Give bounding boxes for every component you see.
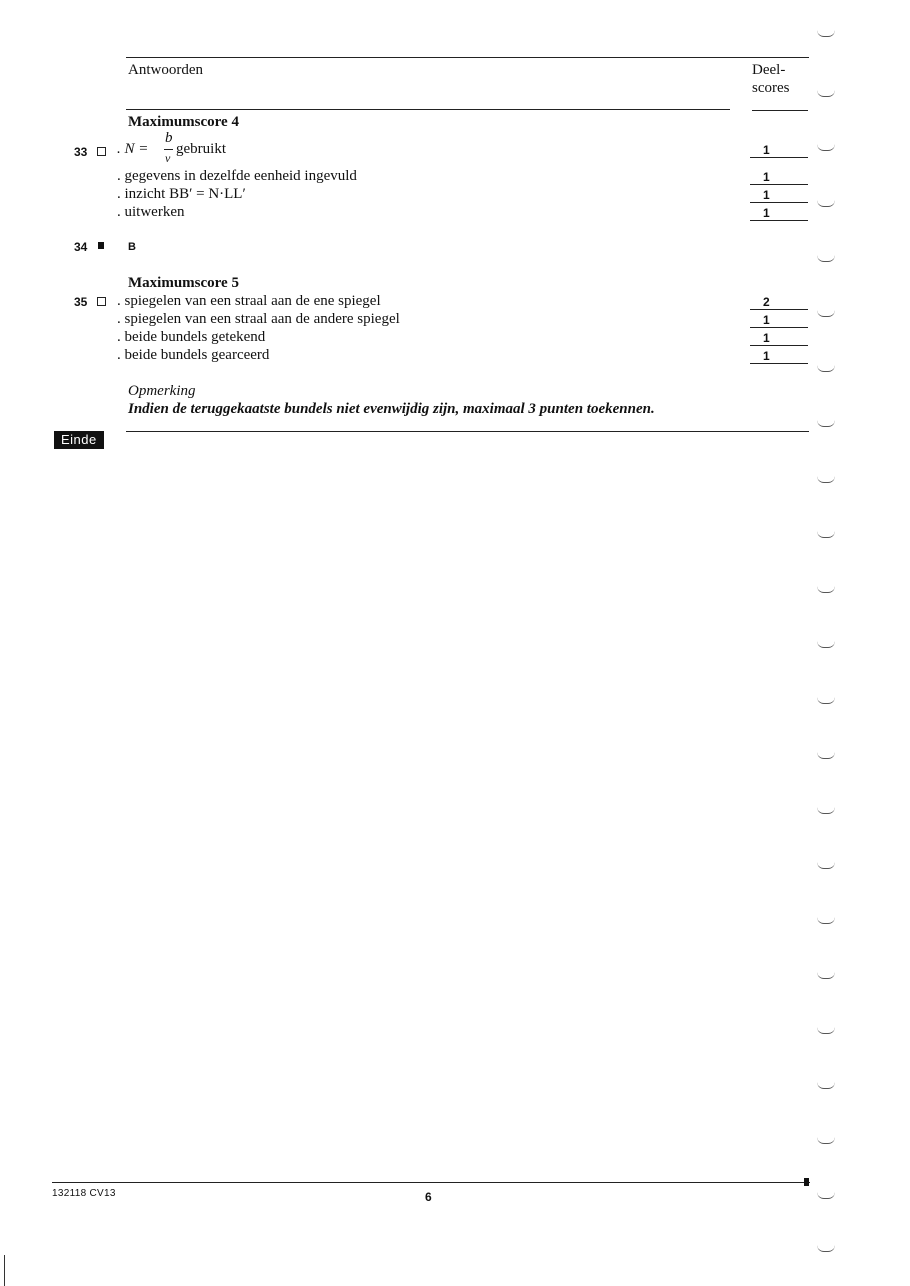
q35-item-2: . spiegelen van een straal aan de andere spiegel xyxy=(117,311,400,327)
q33-score-4: 1 xyxy=(763,206,770,220)
q35-item-1: . spiegelen van een straal aan de ene spiegel xyxy=(117,293,381,309)
q35-score-2: 1 xyxy=(763,313,770,327)
header-partial-scores-label-2: scores xyxy=(752,80,790,96)
q33-formula-prefix: . N = xyxy=(117,141,149,157)
binding-mark-icon xyxy=(817,1192,835,1199)
q35-checkbox-icon xyxy=(97,297,106,306)
binding-mark-icon xyxy=(817,1027,835,1034)
q35-number: 35 xyxy=(74,295,88,309)
q34-number: 34 xyxy=(74,240,88,254)
binding-mark-icon xyxy=(817,586,835,593)
q33-score-2: 1 xyxy=(763,170,770,184)
binding-mark-icon xyxy=(817,420,835,427)
footer-page-number: 6 xyxy=(425,1190,432,1204)
q35-item-3: . beide bundels getekend xyxy=(117,329,266,345)
binding-mark-icon xyxy=(817,531,835,538)
q35-item-4: . beide bundels gearceerd xyxy=(117,347,270,363)
binding-mark-icon xyxy=(817,807,835,814)
q33-item-3: . uitwerken xyxy=(117,204,185,220)
q33-checkbox-icon xyxy=(97,147,106,156)
q33-score-1: 1 xyxy=(763,143,770,157)
q34-answer: B xyxy=(128,241,136,253)
binding-mark-icon xyxy=(817,697,835,704)
header-partial-scores-label-1: Deel- xyxy=(752,62,786,78)
q35-score-4: 1 xyxy=(763,349,770,363)
scan-edge-line xyxy=(4,1255,5,1286)
binding-mark-icon xyxy=(817,917,835,924)
binding-mark-icon xyxy=(817,862,835,869)
q35-remark-text: Indien de teruggekaatste bundels niet evenwijdig zijn, maximaal 3 punten toekennen. xyxy=(128,401,655,417)
q33-item-1: . gegevens in dezelfde eenheid ingevuld xyxy=(117,168,357,184)
binding-mark-icon xyxy=(817,30,835,37)
q33-formula-numerator: b xyxy=(165,130,173,146)
binding-mark-icon xyxy=(817,200,835,207)
binding-mark-icon xyxy=(817,1245,835,1252)
header-answers-label: Antwoorden xyxy=(128,62,203,78)
footer-end-marker-icon xyxy=(804,1178,809,1186)
binding-mark-icon xyxy=(817,476,835,483)
q35-remark-title: Opmerking xyxy=(128,383,196,399)
binding-mark-icon xyxy=(817,90,835,97)
binding-mark-icon xyxy=(817,310,835,317)
binding-mark-icon xyxy=(817,365,835,372)
binding-mark-icon xyxy=(817,972,835,979)
q33-score-3: 1 xyxy=(763,188,770,202)
q33-formula-suffix: gebruikt xyxy=(176,141,226,157)
q33-item-2: . inzicht BB′ = N·LL′ xyxy=(117,186,246,202)
q33-formula-denominator: v xyxy=(165,151,171,165)
binding-mark-icon xyxy=(817,255,835,262)
q35-maxscore: Maximumscore 5 xyxy=(128,275,239,291)
footer-code: 132118 CV13 xyxy=(52,1188,116,1199)
q35-score-3: 1 xyxy=(763,331,770,345)
binding-mark-icon xyxy=(817,1137,835,1144)
binding-mark-icon xyxy=(817,1082,835,1089)
q35-score-1: 2 xyxy=(763,295,770,309)
binding-mark-icon xyxy=(817,752,835,759)
end-label: Einde xyxy=(54,431,104,449)
binding-mark-icon xyxy=(817,641,835,648)
q33-number: 33 xyxy=(74,145,88,159)
q33-fraction-bar xyxy=(164,149,173,150)
binding-mark-icon xyxy=(817,144,835,151)
q33-maxscore: Maximumscore 4 xyxy=(128,114,239,130)
q34-filled-box-icon xyxy=(98,242,104,249)
